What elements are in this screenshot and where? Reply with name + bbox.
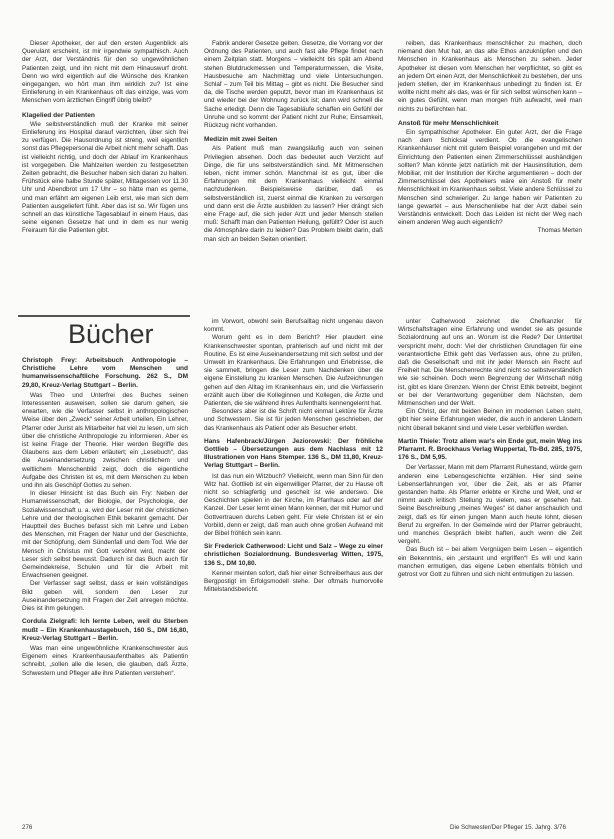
paragraph: Kenner meinten sofort, daß hier einer Schreiberhaus aus der Bergpostigt im Erfolgsmodell stehe. Der oftmals humorvolle Mittelstandsbericht.	[204, 569, 383, 594]
page-number: 276	[22, 824, 33, 831]
paragraph: Dieser Apotheker, der auf den ersten Augenblick als Querulant erscheint, ist mir irgendwie sympathisch. Auch der Arzt, der Verständnis für den so ungewöhnlichen Patienten zeigt, und ihn nicht mit dem Hinauswurf droht. Denn wo wird eigentlich auf die Wünsche des Kranken eingegangen, wo hört man ihm wirklich zu? Ist eine Einlieferung in ein Krankenhaus oft das einzige, was vom Menschen vom ärztlichen Eingriff übrig bleibt?	[22, 40, 188, 105]
paragraph: Worum geht es in dem Bericht? Hier plaudert eine Krankenschwester spontan, prahlerisch auf und nicht mit der Routine. Es ist eine Auseinandersetzung mit sich selbst und der Umwelt im Krankenhaus. Die Erfahrungen und Erlebnisse, die sie sammelt, bringen die Leser zum Nachdenken über die eigene Einstellung zu kranken Menschen. Die Aufzeichnungen gehen auf den Alltag im Krankenhaus ein, und die Verfasserin erzählt auch über die Kolleginnen und Kollegen, die Ärzte und Patienten, die sie während ihres Aufenthalts kennengelernt hat.	[204, 334, 383, 408]
book-reviews-column-1	[22, 357, 188, 678]
paragraph: Das Buch ist – bei allem Vergnügen beim Lesen – eigentlich ein Bekenntnis, ein „erstaunt und ergriffen“! Es will und kann manchen ermutigen, das eigene Leben ebenfalls fröhlich und getrost vor Gott zu führen und sich nicht entmutigen zu lassen.	[398, 546, 582, 579]
paragraph: Besonders aber ist die Schrift nicht einmal Lektüre für Ärzte und Schwestern. Sie ist für jeden Menschen geschrieben, der das Krankenhaus als Patient oder als Besucher erlebt.	[204, 408, 383, 432]
paragraph: Ist das nun ein Witzbuch? Vielleicht, wenn man Sinn für den Witz hat. Gottlieb ist ein eigenwilliger Pfarrer, der zu Hause oft nicht so schlagfertig und gescheit ist wie anderswo. Die Geschichten spielen in der Kirche, im Pfarrhaus oder auf der Kanzel. Der Leser lernt einen Mann kennen, der mit Humor und Gottvertrauen durchs Leben geht. Für viele Christen ist er ein Vorbild, denn er zeigt, daß man auch ohne großen Aufwand mit der Bibel fröhlich sein kann.	[204, 472, 383, 538]
book-heading: Hans Hafenbrack/Jürgen Jeziorowski: Der fröhliche Gottlieb – Übersetzungen aus dem Nachlass mit 12 Illustrationen von Hans Stemper. 136 S., DM 11,80, Kreuz-Verlag Stuttgart – Berlin.	[204, 437, 383, 470]
book-heading: Christoph Frey: Arbeitsbuch Anthropologie – Christliche Lehre vom Menschen und humanwissenschaftliche Forschung. 262 S., DM 29,80, Kreuz-Verlag Stuttgart – Berlin.	[22, 357, 188, 389]
paragraph: Der Verfasser sagt selbst, dass er kein vollständiges Bild geben will, sondern den Leser zur Auseinandersetzung mit Fragen der Zeit anregen möchte. Dies ist ihm gelungen.	[22, 580, 188, 613]
book-heading: Cordula Zielgrafi: Ich lernte Leben, weil du Sterben mußt – Ein Krankenhaustagebuch, 160 S., DM 16,80, Kreuz-Verlag Stuttgart – Berlin.	[22, 618, 188, 642]
book-heading: Martin Thiele: Trotz allem war's ein Ende gut, mein Weg ins Pfarramt. R. Brockhaus Verlag Wuppertal, Tb-Bd. 285, 1975, 176 S., DM 5,95.	[398, 437, 582, 462]
paragraph: im Vorwort, obwohl sein Berufsalltag nicht ungenau davon kommt.	[204, 318, 383, 334]
section-title: Bücher	[68, 319, 154, 349]
book-reviews-column-2	[204, 318, 383, 595]
paragraph: In dieser Hinsicht ist das Buch ein Fry: Neben der Humanwissenschaft, der Biologie, der Psychologie, der Sozialwissenschaft u. a. wird der Leser mit der christlichen Lehre und der theologischen Ethik bekannt gemacht. Der Hauptteil des Buches befasst sich mit Lehre und Leben des Menschen, mit Fragen der Natur und der Geschichte, mit der Schöpfung, dem Sündenfall und dem Tod. Wie der Mensch in Christus mit Gott versöhnt wird, macht der Leser sich selbst bewusst. Dadurch ist das Buch auch für Gemeindekreise, Schulen und für die Arbeit mit Erwachsenen geeignet.	[22, 490, 188, 580]
book-heading: Sir Frederick Catherwood: Licht und Salz – Wege zu einer christlichen Sozialordnung. Bundesverlag Witten, 1975, 136 S., DM 10,80.	[204, 543, 383, 567]
article-column-3	[398, 40, 582, 236]
section-divider	[18, 315, 190, 317]
paragraph: Wie selbstverständlich muß der Kranke mit seiner Einlieferung ins Hospital darauf verzichten, über sich frei zu verfügen. Die Hausordnung ist streng, weil eigentlich sonst das Pflegepersonal die Arbeit nicht mehr schafft. Das ist vielleicht richtig, und doch der Ablauf im Krankenhaus ist vorgegeben. Die Mahlzeiten werden zu festgesetzten Zeiten gebracht, die Besucher haben sich daran zu halten. Frühstück eine halbe Stunde später, Mittagessen vor 11.30 Uhr und Abendbrot um 17 Uhr – so hätte man es gerne, und man erfährt am eigenen Leib erst, wie man sich dem Patienten ausgeliefert fühlt. Aber das ist so. Wir fügen uns schnell an das künstliche Tagesablauf in einem Haus, das seine eigenen Gesetze hat und in dem es nur wenig Freiraum für die Patienten gibt.	[22, 120, 188, 235]
subheading: Anstoß für mehr Menschlichkeit	[398, 119, 499, 127]
journal-footer: Die Schwester/Der Pfleger 15. Jahrg. 3/76	[450, 824, 566, 831]
paragraph: Ein Christ, der mit beiden Beinen im modernen Leben steht, gibt hier seine Erfahrungen wieder, die auch in anderen Ländern nicht überall bekannt sind und viele Leser verblüffen werden.	[398, 408, 582, 432]
paragraph: Ein sympathischer Apotheker. Ein guter Arzt, der die Frage nach dem Schicksal verdient. Ob die evangelischen Krankenhäuser nicht mit gutem Beispiel vorangehen und mit der Einrichtung den Patienten einen Zimmerschlüssel aushändigen sollten? Man könnte jetzt natürlich mit der Hausinstitution, dem Mobiliar, mit der Institution der Kirche argumentieren – doch der Zimmerschlüssel des Apothekers wäre ein Anstoß für mehr Menschlichkeit im Krankenhaus selbst. Viele andere Schlüssel zu Menschen sind schwieriger. Zu lange haben wir Patienten zu lange gewartet – aus Menschenliebe hat der Arzt dabei sein Verständnis entwickelt. Doch das Leiden ist nicht der Weg nach einem anderen Weg auch eigentlich?	[398, 129, 582, 227]
article-column-2	[204, 40, 383, 244]
paragraph: Der Verfasser, Mann mit dem Pfarramt Ruhestand, würde gern anderen eine Lebensgeschichte erzählen. Hier sind seine Lebenserfahrungen vor, über die Zeit, als er als Pfarrer gestanden hatte. Als Pfarrer erlebte er Kirche und Welt, und er nimmt auch kritisch Stellung zu vielem, was er gesehen hat. Seine Beschreibung „meines Weges“ ist daher anschaulich und zeigt, daß es für einen jungen Mann auch heute lohnt, diesen Beruf zu ergreifen. In der Gemeinde wird der Pfarrer gebraucht, und manches Gespräch bleibt haften, auch wenn die Zeit vergeht.	[398, 464, 582, 546]
paragraph: Was Theo und Unterfrei des Buches seinen Interessenten ausweisen, sollen sie darum gehen, sie erwarten, wie die Verfasser selbst in anthropologischen Weise über den „Zweck“ seiner Arbeit urteilen. Ein Lehrer, Pfarrer oder Jurist als Mitarbeiter hat viel zu lesen, um sich über die christliche Anthropologie zu informieren. Aber es ist keine Frage der Theorie. Hier werden Begriffe des Glaubens aus dem Leben erläutert; ein „Lesebuch“, das die Auseinandersetzung zwischen christlichem und weltlichem Menschenbild zeigt, doch die eigentliche Aufgabe des Christen ist es, mit dem Menschen zu leben und ihn als Geschöpf Gottes zu sehen.	[22, 391, 188, 490]
paragraph: unter Catherwood zeichnet die Chefkanzler für Wirtschaftsfragen eine Erfahrung und wendet sie als gesunde Sozialordnung auf uns an. Worum ist die Rede? Der Untertitel verspricht mehr, doch: Viel der christlichen Grundlagen für eine verantwortliche Ethik geht das Verfassen aus, ohne zu prüfen, daß die Gesellschaft und mit ihr jeder Mensch ein Recht auf Freiheit hat. Die Menschenrechte sind nicht so selbstverständlich wie sie scheinen. Doch wenn Begrenzung der Wirtschaft nötig ist, gibt es klare Grenzen. Wenn der Christ Ethik betreibt, beginnt er bei der Verantwortung gegenüber dem Nächsten, dem Mitmenschen und der Welt.	[398, 318, 582, 408]
article-column-1	[22, 40, 188, 236]
author-name: Thomas Merten	[537, 227, 582, 235]
paragraph: Was man eine ungewöhnliche Krankenschwester aus Eigenem eines Krankenhausaufenthaltes als Patientin schreibt, „sollen alle die lesen, die glauben, daß Ärzte, Schwestern und Pfleger alle ihre Patienten verstehen“.	[22, 644, 188, 677]
paragraph: reiben, das Krankenhaus menschlicher zu machen, doch niemand den Mut hat, an das alte Ethos anzuknüpfen und den Menschen in Krankenhaus als Menschen zu sehen. Jeder Apotheker ist diesen vom Menschen her verpflichtet, so gibt es an jedem Ort einen Arzt, der Menschlichkeit zu bestehen, der uns jedem stellen, der im Krankenhaus unbedingt zu finden ist. Er wollte nicht mehr als das, was er für sich selbst wünschen kann – ein gutes Gefühl, wenn man morgen früh aufwacht, weil man nichts zu befürchten hat.	[398, 40, 582, 113]
subheading: Medizin mit zwei Seiten	[204, 136, 278, 144]
paragraph: Fabrik anderer Gesetze gelten. Gesetze, die Vorrang vor der Ordnung des Patienten, und auch fast alle Pflege findet nach einem Zeitplan statt. Morgens – vielleicht bis spät am Abend stehen Blutdruckmessen und Temperaturmessen, die Visite, Hausbesuche am Nachmittag und viele Untersuchungen. Schlaf – zum Teil bis Mittag – gibt es nicht. Die Besucher sind da, die Tische werden geputzt, bevor man im Krankenhaus ist und wieder bei der Wohnung zurück ist; dann wird schnell die Sache erledigt. Denn die Tagesabläufe schaffen ein Gefühl der Unruhe und so kommt der Patient nicht zur Ruhe; Einsamkeit, Rückzug nicht vorhanden.	[204, 40, 383, 130]
book-reviews-column-3	[398, 318, 582, 579]
paragraph: Als Patient muß man zwangsläufig auch von seinen Privilegien absehen. Doch das bedeutet auch Verzicht auf Dinge, die für uns selbstverständlich sind. Mit Mitmenschen leben, nicht immer schön. Manchmal ist es gut, über die Erfahrungen mit dem Krankenhaus vielleicht einmal nachzudenken. Beispielsweise darüber, daß es selbstverständlich ist, zuerst einmal die Kranken zu versorgen und dann erst die Ärzte ausbilden zu lassen? Hier drängt sich eine Frage auf, die sich jeder Arzt und jeder Mensch stellen muß: Schafft man den Patienten Heilung, gefüllt? Oder ist auch die Atmosphäre darin zu leiden? Das Problem bleibt darin, daß man sich an beiden Seiten orientiert.	[204, 145, 383, 243]
subheading: Klagelied der Patienten	[22, 111, 95, 119]
